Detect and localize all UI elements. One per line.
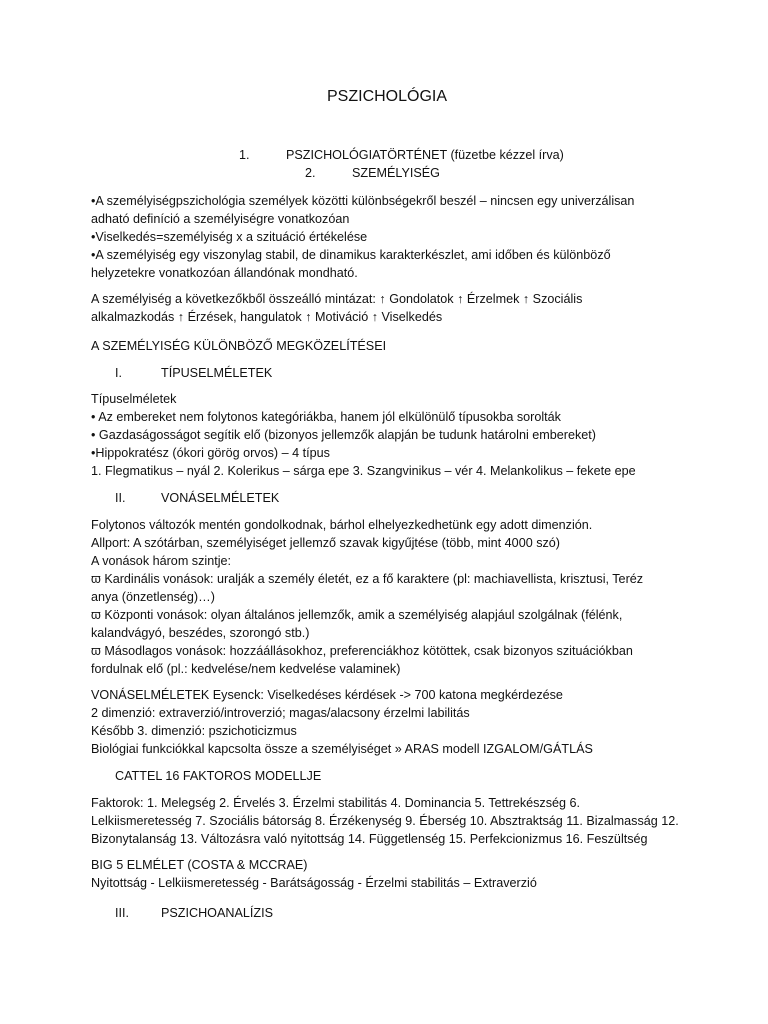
traits-line: ϖ Kardinális vonások: uralják a személy életét, ez a fő karaktere (pl: machiavellista, krisztusi, Teréz (91, 572, 644, 586)
intro-line: •A személyiségpszichológia személyek közötti különbségekről beszél – nincsen egy univerzálisan (91, 194, 635, 208)
section-2-number: II. (115, 491, 126, 505)
pattern-line: alkalmazkodás ↑ Érzések, hangulatok ↑ Motiváció ↑ Viselkedés (91, 310, 443, 324)
types-line: •Hippokratész (ókori görög orvos) – 4 típus (91, 446, 330, 460)
traits-paragraph (91, 516, 691, 678)
traits-line: anya (önzetlenség)…) (91, 590, 215, 604)
traits-line: Folytonos változók mentén gondolkodnak, bárhol elhelyezkedhetünk egy adott dimenzión. (91, 518, 593, 532)
cattel-heading: CATTEL 16 FAKTOROS MODELLJE (115, 769, 322, 783)
intro-line: helyzetekre vonatkozóan állandónak mondható. (91, 266, 358, 280)
factors-paragraph (91, 794, 691, 848)
section-2-heading: VONÁSELMÉLETEK (161, 491, 280, 505)
intro-paragraph (91, 192, 691, 282)
pattern-paragraph (91, 290, 691, 326)
types-line: • Gazdaságosságot segítik elő (bizonyos jellemzők alapján be tudunk határolni embereket) (91, 428, 596, 442)
types-paragraph (91, 390, 691, 480)
types-line: Típuselméletek (91, 392, 177, 406)
traits-line: ϖ Központi vonások: olyan általános jellemzők, amik a személyiség alapjául szolgálnak (félénk, (91, 608, 623, 622)
eysenck-line: 2 dimenzió: extraverzió/introverzió; magas/alacsony érzelmi labilitás (91, 706, 470, 720)
approaches-heading: A SZEMÉLYISÉG KÜLÖNBÖZŐ MEGKÖZELÍTÉSEI (91, 339, 387, 353)
big5-line: Nyitottság - Lelkiismeretesség - Barátságosság - Érzelmi stabilitás – Extraverzió (91, 876, 537, 890)
section-1-number: I. (115, 366, 122, 380)
factors-line: Faktorok: 1. Melegség 2. Érvelés 3. Érzelmi stabilitás 4. Dominancia 5. Tettrekészség 6. (91, 796, 581, 810)
toc-item-1-text: PSZICHOLÓGIATÖRTÉNET (füzetbe kézzel írva) (286, 148, 564, 162)
traits-line: Allport: A szótárban, személyiséget jellemző szavak kigyűjtése (több, mint 4000 szó) (91, 536, 560, 550)
big5-paragraph (91, 856, 691, 892)
pattern-line: A személyiség a következőkből összeálló mintázat: ↑ Gondolatok ↑ Érzelmek ↑ Szociális (91, 292, 583, 306)
intro-line: •Viselkedés=személyiség x a szituáció értékelése (91, 230, 368, 244)
eysenck-paragraph (91, 686, 691, 758)
factors-line: Lelkiismeretesség 7. Szociális bátorság 8. Érzékenység 9. Éberség 10. Absztraktság 11. Bizalmasság 12. (91, 814, 679, 828)
eysenck-line: Később 3. dimenzió: pszichoticizmus (91, 724, 297, 738)
section-3-number: III. (115, 906, 129, 920)
toc-item-2-number: 2. (305, 166, 316, 180)
types-line: • Az embereket nem folytonos kategóriákba, hanem jól elkülönülő típusokba sorolták (91, 410, 561, 424)
types-line: 1. Flegmatikus – nyál 2. Kolerikus – sárga epe 3. Szangvinikus – vér 4. Melankolikus – fekete epe (91, 464, 636, 478)
factors-line: Bizonytalanság 13. Változásra való nyitottság 14. Függetlenség 15. Perfekcionizmus 16. Feszültség (91, 832, 648, 846)
traits-line: fordulnak elő (pl.: kedvelése/nem kedvelése valaminek) (91, 662, 401, 676)
traits-line: kalandvágyó, beszédes, szorongó stb.) (91, 626, 310, 640)
big5-heading: BIG 5 ELMÉLET (COSTA & MCCRAE) (91, 858, 308, 872)
page-title: PSZICHOLÓGIA (327, 88, 448, 105)
intro-line: adható definíció a személyiségre vonatkozóan (91, 212, 350, 226)
traits-line: ϖ Másodlagos vonások: hozzáállásokhoz, preferenciákhoz kötöttek, csak bizonyos szituációkban (91, 644, 633, 658)
toc-item-1-number: 1. (239, 148, 250, 162)
eysenck-line: VONÁSELMÉLETEK Eysenck: Viselkedéses kérdések -> 700 katona megkérdezése (91, 688, 563, 702)
traits-line: A vonások három szintje: (91, 554, 232, 568)
toc-item-2-text: SZEMÉLYISÉG (352, 166, 440, 180)
eysenck-line: Biológiai funkciókkal kapcsolta össze a személyiséget » ARAS modell IZGALOM/GÁTLÁS (91, 742, 593, 756)
section-3-heading: PSZICHOANALÍZIS (161, 906, 273, 920)
intro-line: •A személyiség egy viszonylag stabil, de dinamikus karakterkészlet, ami időben és különböző (91, 248, 611, 262)
section-1-heading: TÍPUSELMÉLETEK (161, 366, 273, 380)
